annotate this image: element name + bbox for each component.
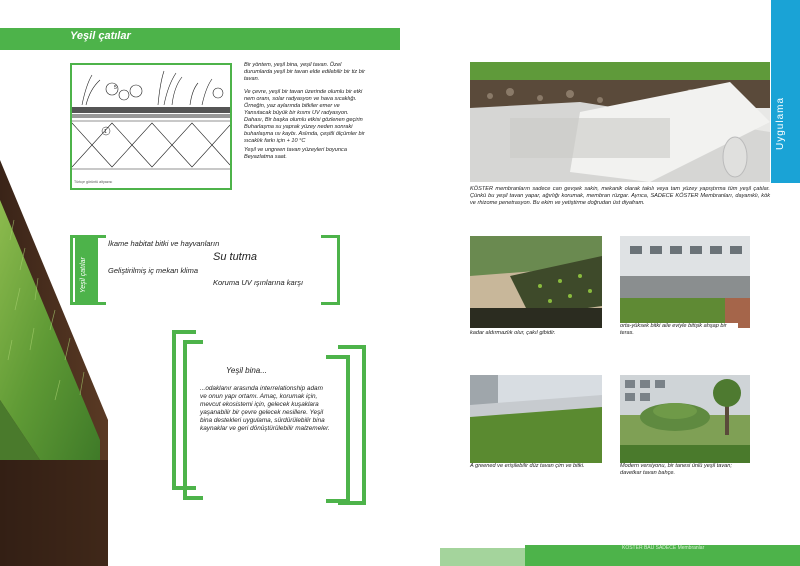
banner-line-3: Geliştirilmiş iç mekan klima	[108, 266, 199, 275]
section-title-bar	[0, 28, 400, 50]
intro-text	[244, 62, 366, 161]
banner-side-label: Yeşil çatılar	[80, 257, 87, 293]
benefits-banner	[70, 235, 340, 305]
diagram-label-5: 5	[114, 85, 117, 91]
footer-bar-light	[440, 548, 530, 566]
green-roof-edge-photo	[0, 160, 108, 566]
intro-paragraph-3: Yansıtacak büyük bir kısmı UV radyasyon. Dahası, Bir başka olumlu etkisi gözlenen geçirin Buharlaşma su yaprak yüzey neden sonraki buharlaşma ısı kaybı. Aslında, çeşitli ölçümler bir sıcaklık farkı için + 10 °C	[244, 110, 365, 144]
side-tab-label: Uygulama	[775, 96, 786, 150]
photo-caption-1: kadar aldırmazlık olur, çakıl gibidir.	[470, 330, 556, 336]
footer-text: KÖSTER BAU SADECE Membranlar	[622, 545, 705, 551]
green-building-box	[200, 366, 330, 433]
banner-line-1: İkame habitat bitki ve hayvanların	[108, 239, 220, 248]
diagram-caption: Türkçe görüntü altyazısı	[74, 180, 113, 184]
membrane-roof-photo	[470, 62, 770, 182]
banner-line-2: Su tutma	[213, 251, 258, 263]
intro-paragraph-4: Yeşil ve ungreen tavan yüzeyleri boyunca Beyazlatma saat.	[244, 147, 347, 160]
green-roof-diagram	[70, 63, 232, 190]
flat-lawn-roof-photo	[470, 375, 602, 463]
membrane-caption: KÖSTER membranların sadece can gevşek sakin, mekanik olarak takılı veya tam yüzey yapıştırma tüm yeşil çatılar. Çünkü bu yeşil tavan yapar, ağırlığı korumak, membran rüzgar. Ayrıca, SADECE KÖSTER Membranları, dayanıklı, kök ve rhizome penetrasyon. Bu ekim ve yetiştirme doğrudan üst diyafram.	[470, 186, 770, 206]
intro-paragraph-1: Bir yöntem, yeşil bina, yeşil tavan. Özel durumlarda yeşil bir tavan elde edilebilir bir tiz bir tavan.	[244, 62, 365, 82]
photo-caption-4: Modern versiyonu, bir tanesi ünlü yeşil tavan; davetkar tavan bahçe.	[620, 463, 732, 476]
photo-caption-3: A greened ve erişilebilir düz tavan çim ve bitki.	[470, 463, 585, 469]
green-building-body: ...odaklanır arasında interrelationship adam ve onun yapı ortamı. Amaç, korumak için, mevcut ekosistemi için, gelecek kuşaklara yaşanabilir bir çevre gelecek nesillere. Yeşil bina destekleri uygulama, sürdürülebilir bina kaynaklar ve geri dönüştürülebilir malzemeler.	[200, 385, 330, 432]
side-tab[interactable]	[771, 0, 800, 183]
banner-side-tab	[75, 235, 98, 305]
photo-caption-2: orta-yüksek bitki aile eviyle bitişik ahşap bir teras.	[620, 323, 738, 337]
green-building-title: Yeşil bina...	[226, 366, 267, 375]
gravel-roof-photo	[470, 236, 602, 328]
roof-garden-photo	[620, 375, 750, 463]
section-title: Yeşil çatılar	[70, 30, 131, 42]
terrace-roof-photo	[620, 236, 750, 328]
banner-line-4: Koruma UV ışınlarına karşı	[213, 278, 304, 287]
diagram-label-1: 1	[104, 129, 107, 135]
intro-paragraph-2: Ve çevre, yeşil bir tavan üzerinde olumlu bir etki nem oranı, solar radyasyon ve hava sıcaklığı. Örneğin, yaz aylarında bitkiler emer ve	[244, 89, 363, 109]
